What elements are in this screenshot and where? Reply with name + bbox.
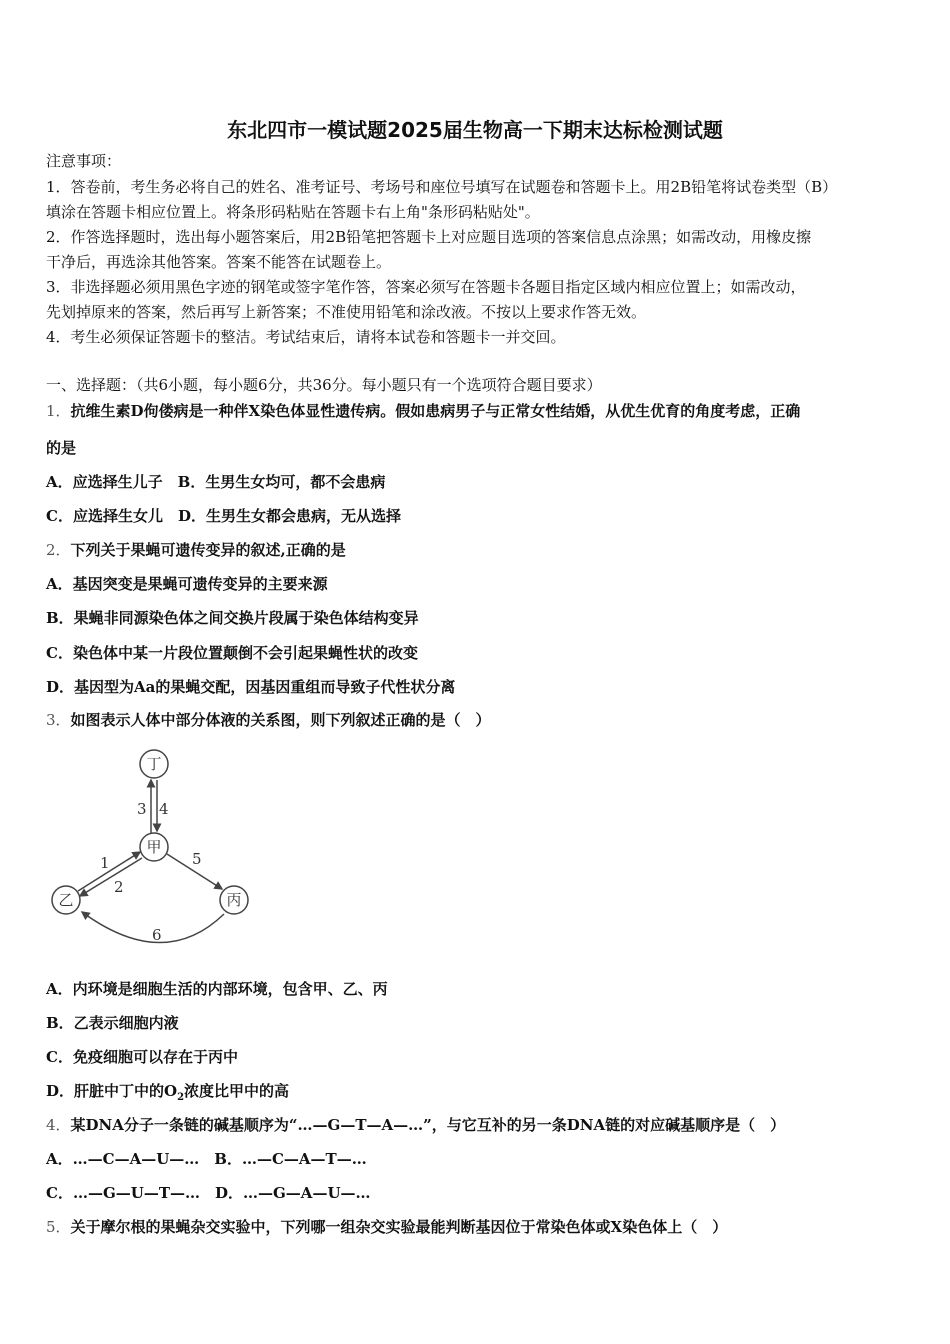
edge-label: 3 bbox=[137, 800, 147, 818]
option: A．基因突变是果蝇可遗传变异的主要来源 bbox=[46, 575, 328, 593]
option: B．乙表示细胞内液 bbox=[46, 1014, 179, 1032]
notice-heading: 注意事项： bbox=[46, 152, 122, 170]
question-stem: 抗维生素D佝偻病是一种伴X染色体显性遗传病。假如患病男子与正常女性结婚，从优生优育的角度考虑，正确 bbox=[70, 402, 801, 420]
edge-label: 2 bbox=[114, 878, 124, 896]
notice-line: 2．作答选择题时，选出每小题答案后，用2B铅笔把答题卡上对应题目选项的答案信息点涂黑；如需改动，用橡皮擦 bbox=[46, 228, 812, 246]
question-stem-cont: 的是 bbox=[46, 439, 77, 457]
question-number: 4． bbox=[46, 1116, 71, 1134]
question-5 bbox=[46, 1217, 727, 1237]
node-label: 丁 bbox=[146, 755, 162, 773]
options-line: A．…—C—A—U—… B．…—C—A—T—… bbox=[46, 1150, 367, 1168]
question-number: 1． bbox=[46, 402, 71, 420]
option: D．基因型为Aa的果蝇交配，因基因重组而导致子代性状分离 bbox=[46, 678, 456, 696]
options-line: C．…—G—U—T—… D．…—G—A—U—… bbox=[46, 1184, 371, 1202]
question-number: 3． bbox=[46, 711, 71, 729]
subscript: 2 bbox=[177, 1092, 185, 1103]
question-1 bbox=[46, 401, 800, 421]
question-3 bbox=[46, 710, 491, 730]
question-stem: 某DNA分子一条链的碱基顺序为“…—G—T—A—…”，与它互补的另一条DNA链的对应碱基顺序是（ ） bbox=[70, 1116, 786, 1134]
notice-line: 干净后，再选涂其他答案。答案不能答在试题卷上。 bbox=[46, 253, 392, 271]
question-stem: 关于摩尔根的果蝇杂交实验中，下列哪一组杂交实验最能判断基因位于常染色体或X染色体上（ ） bbox=[70, 1218, 728, 1236]
section-heading: 一、选择题：（共6小题，每小题6分，共36分。每小题只有一个选项符合题目要求） bbox=[46, 376, 602, 394]
question-number: 5． bbox=[46, 1218, 71, 1236]
page-title: 东北四市一模试题2025届生物高一下期末达标检测试题 bbox=[227, 118, 723, 142]
option: C．免疫细胞可以存在于丙中 bbox=[46, 1048, 238, 1066]
body-fluid-diagram bbox=[44, 742, 264, 952]
notice-line: 4．考生必须保证答题卡的整洁。考试结束后，请将本试卷和答题卡一并交回。 bbox=[46, 328, 566, 346]
option bbox=[46, 1081, 289, 1108]
edge-label: 6 bbox=[152, 926, 162, 944]
option-text: 浓度比甲中的高 bbox=[184, 1082, 290, 1100]
node-label: 乙 bbox=[58, 891, 74, 909]
edge-label: 5 bbox=[192, 850, 202, 868]
question-2 bbox=[46, 540, 346, 560]
node-label: 甲 bbox=[146, 838, 162, 856]
node-label: 丙 bbox=[226, 891, 242, 909]
options-line: C．应选择生女儿 D．生男生女都会患病，无从选择 bbox=[46, 507, 401, 525]
edge-label: 4 bbox=[159, 800, 169, 818]
question-number: 2． bbox=[46, 541, 71, 559]
notice-line: 先划掉原来的答案，然后再写上新答案；不准使用铅笔和涂改液。不按以上要求作答无效。 bbox=[46, 303, 647, 321]
edge-label: 1 bbox=[100, 854, 110, 872]
option: B．果蝇非同源染色体之间交换片段属于染色体结构变异 bbox=[46, 609, 419, 627]
question-stem: 如图表示人体中部分体液的关系图，则下列叙述正确的是（ ） bbox=[70, 711, 491, 729]
options-line: A．应选择生儿子 B．生男生女均可，都不会患病 bbox=[46, 473, 386, 491]
notice-line: 1．答卷前，考生务必将自己的姓名、准考证号、考场号和座位号填写在试题卷和答题卡上。用2B铅笔将试卷类型（B） bbox=[46, 178, 838, 196]
notice-line: 3．非选择题必须用黑色字迹的钢笔或签字笔作答，答案必须写在答题卡各题目指定区域内相应位置上；如需改动， bbox=[46, 278, 806, 296]
option: C．染色体中某一片段位置颠倒不会引起果蝇性状的改变 bbox=[46, 644, 418, 662]
question-4 bbox=[46, 1115, 785, 1135]
notice-line: 填涂在答题卡相应位置上。将条形码粘贴在答题卡右上角"条形码粘贴处"。 bbox=[46, 203, 540, 221]
option: A．内环境是细胞生活的内部环境，包含甲、乙、丙 bbox=[46, 980, 388, 998]
option-text: D．肝脏中丁中的O bbox=[46, 1082, 178, 1100]
question-stem: 下列关于果蝇可遗传变异的叙述,正确的是 bbox=[70, 541, 346, 559]
